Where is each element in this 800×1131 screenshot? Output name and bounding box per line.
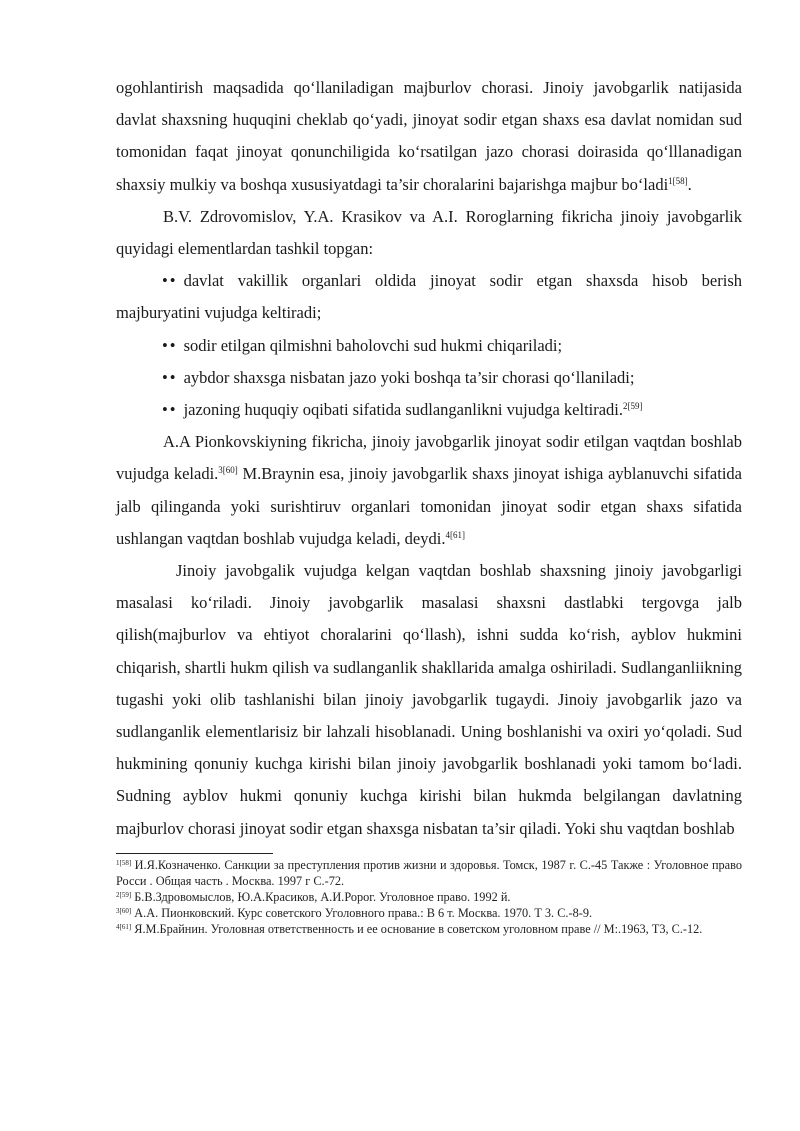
bullet-item-3-text: aybdor shaxsga nisbatan jazo yoki boshqa ta’sir chorasi qo‘llaniladi; xyxy=(183,367,635,387)
footnote-58-text: И.Я.Козначенко. Санкции за преступления против жизни и здоровья. Томск, 1987 г. С.-45 Также : Уголовное право Росси . Общая часть . Москва. 1997 г С.-72. xyxy=(116,857,742,888)
bullet-item-4 xyxy=(116,394,742,426)
bullet-item-1-text: davlat vakillik organlari oldida jinoyat sodir etgan shaxsda hisob berish majburyatini vujudga keltiradi; xyxy=(116,271,742,323)
footnote-61 xyxy=(116,921,742,937)
paragraph-3-text-b: M.Braynin esa, jinoiy javobgarlik shaxs jinoyat ishiga ayblanuvchi sifatida jalb qilinganda yoki surishtiruv organlari tomonidan jinoyat sodir etgan shaxs sifatida ushlangan vaqtdan boshlab vujudga keladi, deydi. xyxy=(116,464,742,548)
paragraph-1 xyxy=(116,72,742,201)
paragraph-3 xyxy=(116,426,742,555)
document-page xyxy=(116,72,742,937)
paragraph-4: Jinoiy javobgalik vujudga kelgan vaqtdan boshlab shaxsning jinoiy javobgarligi masalasi ko‘riladi. Jinoiy javobgarlik masalasi shaxsni dastlabki tergovga jalb qilish(majburlov va ehtiyot choralarini qo‘llash), ishni sudda ko‘rish, ayblov hukmini chiqarish, shartli hukm qilish va sudlanganlik shakllarida amalga oshiriladi. Sudlanganliikning tugashi yoki olib tashlanishi bilan jinoiy javobgarlik tugaydi. Jinoiy javobgarlik jazo va sudlanganlik elementlarisiz bir lahzali hisoblanadi. Uning boshlanishi va oxiri yo‘qoladi. Sud hukmining qonuniy kuchga kirishi bilan jinoiy javobgarlik boshlanadi yoki tamom bo‘ladi. Sudning ayblov hukmi qonuniy kuchga kirishi bilan hukmda belgilangan davlatning majburlov chorasi jinoyat sodir etgan shaxsga nisbatan ta’sir qiladi. Yoki shu vaqtdan boshlab xyxy=(116,561,742,838)
bullet-item-3 xyxy=(116,362,742,394)
paragraph-1-text: ogohlantirish maqsadida qo‘llaniladigan majburlov chorasi. Jinoiy javobgarlik natijasida davlat shaxsning huquqini cheklab qo‘yadi, jinoyat sodir etgan shaxs esa davlat nomidan sud tomonidan faqat jinoyat qonunchiligida ko‘rsatilgan jazo chorasi doirasida qo‘lllanadigan shaxsiy mulkiy va boshqa xususiyatdagi ta’sir choralarini bajarishga majbur bo‘ladi xyxy=(116,78,742,194)
paragraph-1-end: . xyxy=(687,174,692,194)
bullet-item-2-text: sodir etilgan qilmishni baholovchi sud hukmi chiqariladi; xyxy=(183,335,563,355)
footnote-ref-61[interactable]: 4[61] xyxy=(445,529,465,540)
footnote-number-60: 3[60] xyxy=(116,906,132,915)
bullet-marker: •• xyxy=(162,367,178,387)
paragraph-3-text-a: A.A Pionkovskiyning fikricha, jinoiy javobgarlik jinoyat sodir etilgan vaqtdan boshlab vujudga keladi. xyxy=(116,432,742,484)
bullet-marker: •• xyxy=(162,335,178,355)
bullet-item-1 xyxy=(116,265,742,329)
footnote-number-59: 2[59] xyxy=(116,890,132,899)
footnote-59-text: Б.В.Здровомыслов, Ю.А.Красиков, А.И.Ророг. Уголовное право. 1992 й. xyxy=(131,889,511,904)
footnote-ref-59[interactable]: 2[59] xyxy=(623,401,643,412)
footnote-59 xyxy=(116,889,742,905)
footnote-number-61: 4[61] xyxy=(116,922,132,931)
paragraph-2: B.V. Zdrovomislov, Y.A. Krasikov va A.I. Roroglarning fikricha jinoiy javobgarlik quyidagi elementlardan tashkil topgan: xyxy=(116,206,742,259)
footnote-60 xyxy=(116,905,742,921)
bullet-item-2 xyxy=(116,330,742,362)
bullet-item-4-text: jazoning huquqiy oqibati sifatida sudlanganlikni vujudga keltiradi. xyxy=(183,400,624,420)
bullet-marker: •• xyxy=(162,400,178,420)
footnote-separator xyxy=(116,853,273,854)
bullet-marker: •• xyxy=(162,271,178,291)
footnote-ref-58[interactable]: 1[58] xyxy=(668,175,688,186)
footnote-58 xyxy=(116,857,742,889)
footnote-61-text: Я.М.Брайнин. Уголовная ответственность и ее основание в советском уголовном праве // М:.1963, Т3, С.-12. xyxy=(131,921,703,936)
footnote-60-text: А.А. Пионковский. Курс советского Уголовного права.: В 6 т. Москва. 1970. Т 3. С.-8-9. xyxy=(131,905,593,920)
footnote-number-58: 1[58] xyxy=(116,858,132,867)
footnote-ref-60[interactable]: 3[60] xyxy=(218,465,238,476)
